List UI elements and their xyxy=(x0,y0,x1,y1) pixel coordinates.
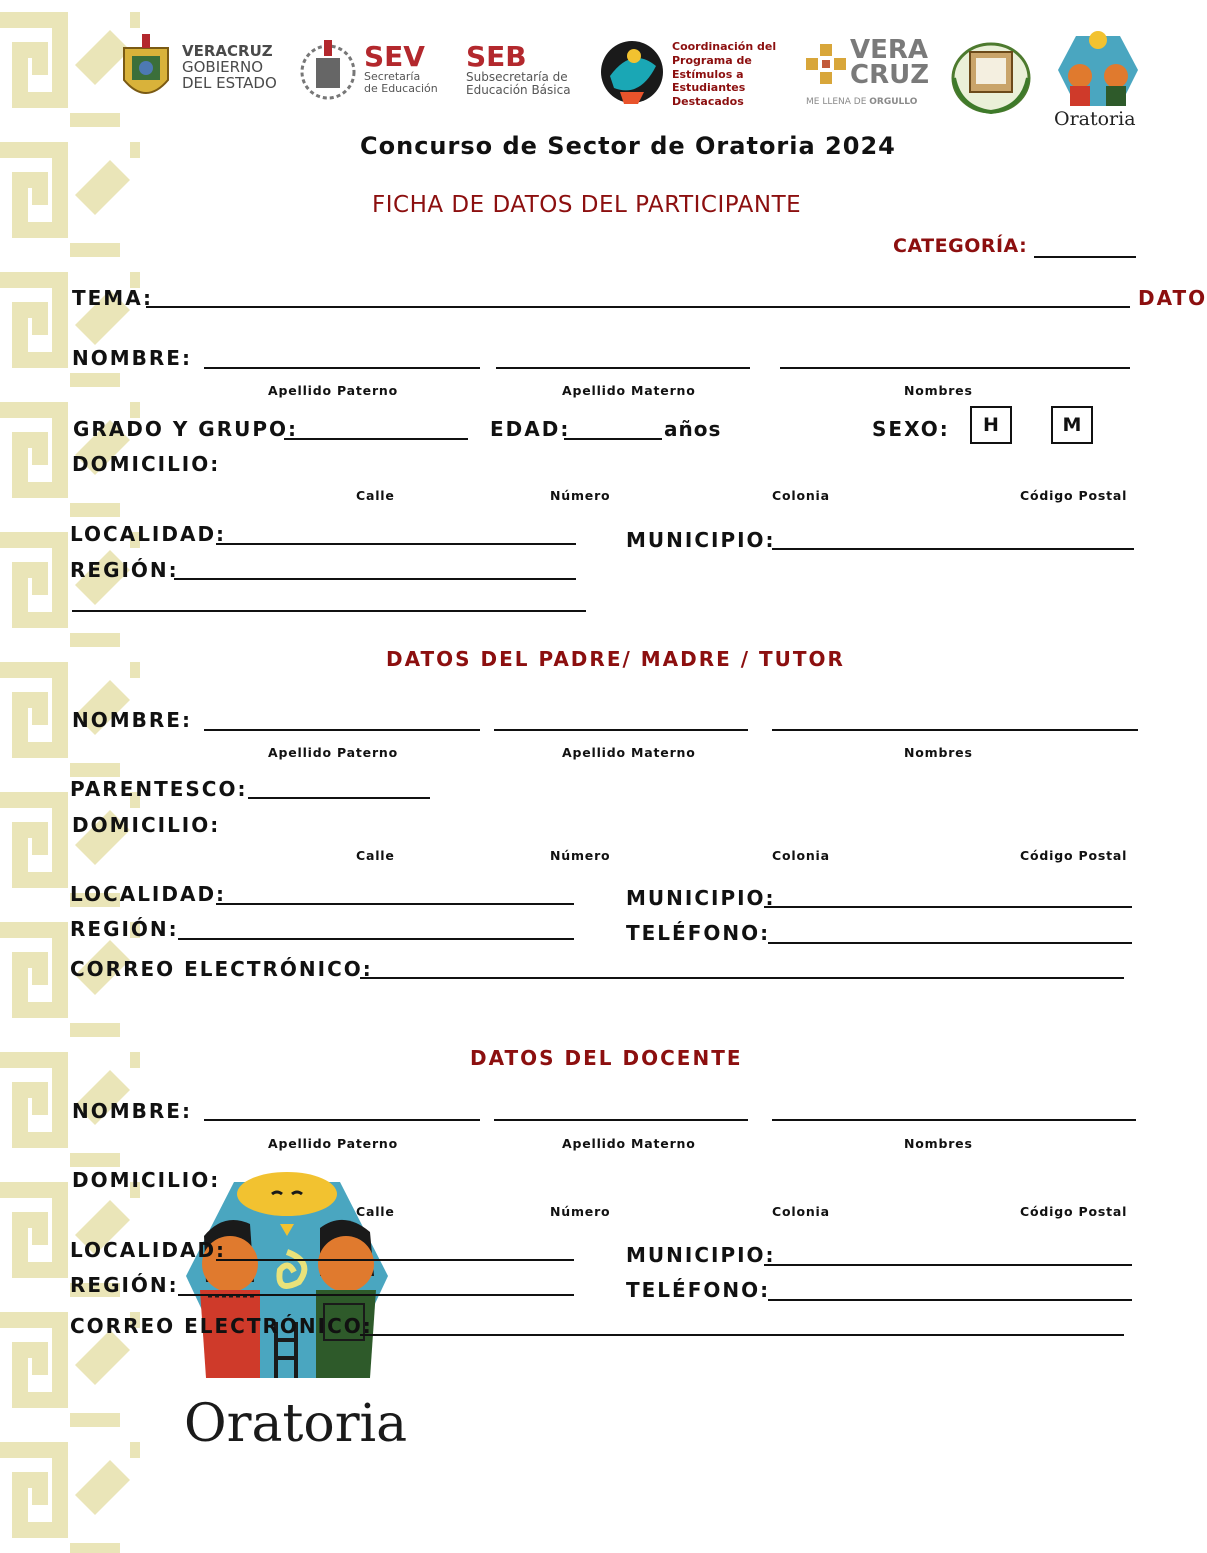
guardian-paterno-caption: Apellido Paterno xyxy=(268,745,399,760)
teacher-colonia-caption: Colonia xyxy=(772,1204,830,1219)
school-sector-seal-icon xyxy=(950,38,1032,116)
teacher-calle-caption: Calle xyxy=(356,1204,395,1219)
parentesco-field[interactable] xyxy=(248,797,430,799)
veracruz-coat-of-arms-icon xyxy=(118,34,174,106)
localidad-label: LOCALIDAD: xyxy=(70,522,227,546)
guardian-cp-caption: Código Postal xyxy=(1020,848,1128,863)
sexo-h-checkbox[interactable]: H xyxy=(970,406,1012,444)
teacher-municipio-field[interactable] xyxy=(764,1264,1132,1266)
sexo-m-checkbox[interactable]: M xyxy=(1051,406,1093,444)
municipio-field[interactable] xyxy=(772,548,1134,550)
teacher-nombres-caption: Nombres xyxy=(904,1136,973,1151)
guardian-municipio-label: MUNICIPIO: xyxy=(626,886,776,910)
guardian-numero-caption: Número xyxy=(550,848,611,863)
domicilio-label: DOMICILIO: xyxy=(72,452,221,476)
guardian-nombres-caption: Nombres xyxy=(904,745,973,760)
form-title: FICHA DE DATOS DEL PARTICIPANTE xyxy=(372,192,802,218)
teacher-apellido-materno-field[interactable] xyxy=(494,1119,748,1121)
guardian-colonia-caption: Colonia xyxy=(772,848,830,863)
localidad-field[interactable] xyxy=(216,543,576,545)
codigo-postal-caption: Código Postal xyxy=(1020,488,1128,503)
sexo-label: SEXO: xyxy=(872,417,950,441)
teacher-section-title: DATOS DEL DOCENTE xyxy=(470,1046,743,1070)
region-field[interactable] xyxy=(174,578,576,580)
calle-caption: Calle xyxy=(356,488,395,503)
apellido-materno-caption: Apellido Materno xyxy=(562,383,696,398)
oratoria-large-label: Oratoria xyxy=(184,1394,408,1454)
guardian-correo-field[interactable] xyxy=(360,977,1124,979)
teacher-numero-caption: Número xyxy=(550,1204,611,1219)
teacher-cp-caption: Código Postal xyxy=(1020,1204,1128,1219)
guardian-telefono-label: TELÉFONO: xyxy=(626,921,771,945)
veracruz-brand-tagline: ME LLENA DE ORGULLO xyxy=(806,97,918,107)
guardian-localidad-field[interactable] xyxy=(216,903,574,905)
veracruz-brand-logo: VERA CRUZ xyxy=(850,35,930,90)
apellido-materno-field[interactable] xyxy=(496,367,750,369)
category-label: CATEGORÍA: xyxy=(893,235,1028,257)
apellido-paterno-caption: Apellido Paterno xyxy=(268,383,399,398)
teacher-region-field[interactable] xyxy=(178,1294,574,1296)
guardian-domicilio-label: DOMICILIO: xyxy=(72,813,221,837)
guardian-nombres-field[interactable] xyxy=(772,729,1138,731)
guardian-telefono-field[interactable] xyxy=(768,942,1132,944)
veracruz-gobierno-logo: VERACRUZ GOBIERNO DEL ESTADO xyxy=(182,42,277,92)
grado-grupo-field[interactable] xyxy=(284,438,468,440)
edad-label: EDAD: xyxy=(490,417,571,441)
teacher-region-label: REGIÓN: xyxy=(70,1273,179,1297)
seb-logo: SEB Subsecretaría de Educación Básica xyxy=(466,40,571,97)
teacher-correo-label: CORREO ELECTRÓNICO: xyxy=(70,1314,373,1338)
coordinacion-program-icon xyxy=(600,36,664,108)
parentesco-label: PARENTESCO: xyxy=(70,777,248,801)
teacher-nombres-field[interactable] xyxy=(772,1119,1136,1121)
colonia-caption: Colonia xyxy=(772,488,830,503)
guardian-materno-caption: Apellido Materno xyxy=(562,745,696,760)
oratoria-small-label: Oratoria xyxy=(1054,108,1136,130)
sev-logo: SEV Secretaría de Educación xyxy=(364,40,438,95)
grado-grupo-label: GRADO Y GRUPO: xyxy=(73,417,299,441)
guardian-municipio-field[interactable] xyxy=(764,906,1132,908)
teacher-apellido-paterno-field[interactable] xyxy=(204,1119,480,1121)
teacher-nombre-label: NOMBRE: xyxy=(72,1099,192,1123)
tema-field[interactable] xyxy=(146,306,1130,308)
guardian-region-label: REGIÓN: xyxy=(70,917,179,941)
guardian-calle-caption: Calle xyxy=(356,848,395,863)
teacher-telefono-label: TELÉFONO: xyxy=(626,1278,771,1302)
teacher-correo-field[interactable] xyxy=(360,1334,1124,1336)
numero-caption: Número xyxy=(550,488,611,503)
nombres-caption: Nombres xyxy=(904,383,973,398)
region-label: REGIÓN: xyxy=(70,558,179,582)
teacher-materno-caption: Apellido Materno xyxy=(562,1136,696,1151)
guardian-apellido-paterno-field[interactable] xyxy=(204,729,480,731)
category-field[interactable] xyxy=(1034,256,1136,258)
teacher-telefono-field[interactable] xyxy=(768,1299,1132,1301)
guardian-localidad-label: LOCALIDAD: xyxy=(70,882,227,906)
edad-field[interactable] xyxy=(564,438,662,440)
guardian-apellido-materno-field[interactable] xyxy=(494,729,748,731)
guardian-section-title: DATOS DEL PADRE/ MADRE / TUTOR xyxy=(386,647,845,671)
teacher-domicilio-label: DOMICILIO: xyxy=(72,1168,221,1192)
municipio-label: MUNICIPIO: xyxy=(626,528,776,552)
oratoria-small-logo-icon xyxy=(1056,30,1140,110)
apellido-paterno-field[interactable] xyxy=(204,367,480,369)
coordinacion-programa-logo: Coordinación del Programa de Estímulos a Estudiantes Destacados xyxy=(672,40,777,108)
teacher-municipio-label: MUNICIPIO: xyxy=(626,1243,776,1267)
teacher-localidad-field[interactable] xyxy=(216,1259,574,1261)
anos-label: años xyxy=(664,417,722,441)
tema-label: TEMA: xyxy=(72,286,154,310)
guardian-nombre-label: NOMBRE: xyxy=(72,708,192,732)
overflow-dato-text: DATO xyxy=(1138,286,1207,310)
nombres-field[interactable] xyxy=(780,367,1130,369)
sev-emblem-icon xyxy=(300,34,356,106)
guardian-region-field[interactable] xyxy=(178,938,574,940)
extra-address-field[interactable] xyxy=(72,610,586,612)
veracruz-flower-icon xyxy=(806,44,846,84)
teacher-paterno-caption: Apellido Paterno xyxy=(268,1136,399,1151)
guardian-correo-label: CORREO ELECTRÓNICO: xyxy=(70,957,373,981)
contest-title: Concurso de Sector de Oratoria 2024 xyxy=(360,132,896,160)
teacher-localidad-label: LOCALIDAD: xyxy=(70,1238,227,1262)
nombre-label: NOMBRE: xyxy=(72,346,192,370)
